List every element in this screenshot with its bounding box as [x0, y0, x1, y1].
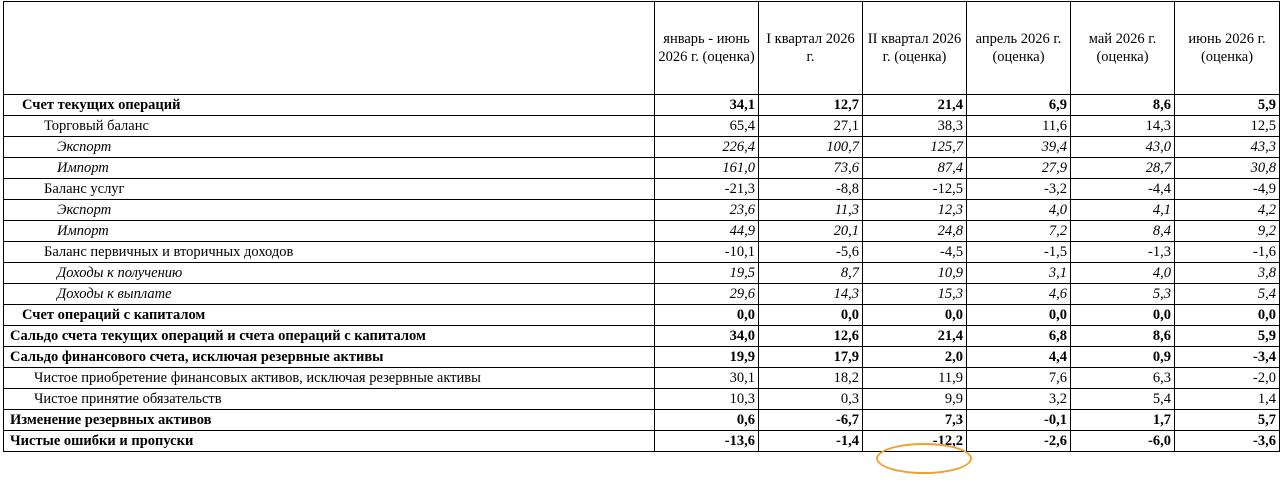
value-cell: -1,3 [1071, 242, 1175, 263]
value-cell: 5,4 [1175, 284, 1280, 305]
value-cell: 2,0 [863, 347, 967, 368]
value-cell: 1,4 [1175, 389, 1280, 410]
value-cell: 4,6 [967, 284, 1071, 305]
row-label: Экспорт [4, 200, 655, 221]
row-label: Баланс услуг [4, 179, 655, 200]
value-cell: 0,0 [1071, 305, 1175, 326]
value-cell: 5,9 [1175, 95, 1280, 116]
header-label-cell [4, 2, 655, 95]
value-cell: -12,5 [863, 179, 967, 200]
value-cell: 3,2 [967, 389, 1071, 410]
table-row [4, 116, 1280, 137]
value-cell: 6,8 [967, 326, 1071, 347]
value-cell: 4,0 [1071, 263, 1175, 284]
value-cell: -4,9 [1175, 179, 1280, 200]
row-label: Счет текущих операций [4, 95, 655, 116]
value-cell: -3,6 [1175, 431, 1280, 452]
column-header: май 2026 г. (оценка) [1071, 2, 1175, 95]
value-cell: 4,0 [967, 200, 1071, 221]
row-label: Чистое приобретение финансовых активов, исключая резервные активы [4, 368, 655, 389]
value-cell: 18,2 [759, 368, 863, 389]
column-header: I квартал 2026 г. [759, 2, 863, 95]
value-cell: 65,4 [655, 116, 759, 137]
value-cell: 8,7 [759, 263, 863, 284]
value-cell: 0,0 [655, 305, 759, 326]
value-cell: 4,1 [1071, 200, 1175, 221]
table-row [4, 389, 1280, 410]
table-row [4, 368, 1280, 389]
value-cell: 12,6 [759, 326, 863, 347]
table-row [4, 305, 1280, 326]
value-cell: -1,5 [967, 242, 1071, 263]
table-row [4, 284, 1280, 305]
column-header: II квартал 2026 г. (оценка) [863, 2, 967, 95]
value-cell: 29,6 [655, 284, 759, 305]
value-cell: 21,4 [863, 95, 967, 116]
value-cell: -2,0 [1175, 368, 1280, 389]
value-cell: 34,0 [655, 326, 759, 347]
value-cell: 30,8 [1175, 158, 1280, 179]
value-cell: 44,9 [655, 221, 759, 242]
table-row [4, 431, 1280, 452]
value-cell: 8,4 [1071, 221, 1175, 242]
value-cell: -13,6 [655, 431, 759, 452]
row-label: Баланс первичных и вторичных доходов [4, 242, 655, 263]
value-cell: 20,1 [759, 221, 863, 242]
value-cell: -2,6 [967, 431, 1071, 452]
row-label: Счет операций с капиталом [4, 305, 655, 326]
value-cell: 8,6 [1071, 95, 1175, 116]
value-cell: 4,2 [1175, 200, 1280, 221]
value-cell: 21,4 [863, 326, 967, 347]
table-row [4, 137, 1280, 158]
value-cell: -3,4 [1175, 347, 1280, 368]
value-cell: 100,7 [759, 137, 863, 158]
row-label: Сальдо финансового счета, исключая резервные активы [4, 347, 655, 368]
value-cell: -1,6 [1175, 242, 1280, 263]
value-cell: 6,3 [1071, 368, 1175, 389]
value-cell: 19,5 [655, 263, 759, 284]
value-cell: 9,9 [863, 389, 967, 410]
value-cell: 12,5 [1175, 116, 1280, 137]
value-cell: 39,4 [967, 137, 1071, 158]
table-row [4, 95, 1280, 116]
value-cell: -4,5 [863, 242, 967, 263]
value-cell: 11,3 [759, 200, 863, 221]
table-row [4, 347, 1280, 368]
column-header: апрель 2026 г. (оценка) [967, 2, 1071, 95]
table-row [4, 410, 1280, 431]
table-row [4, 200, 1280, 221]
value-cell: 6,9 [967, 95, 1071, 116]
value-cell: 14,3 [1071, 116, 1175, 137]
value-cell: 5,3 [1071, 284, 1175, 305]
value-cell: -8,8 [759, 179, 863, 200]
table-row [4, 263, 1280, 284]
value-cell: 10,3 [655, 389, 759, 410]
value-cell: -1,4 [759, 431, 863, 452]
value-cell: 11,6 [967, 116, 1071, 137]
value-cell: 5,9 [1175, 326, 1280, 347]
value-cell: 43,3 [1175, 137, 1280, 158]
value-cell: -10,1 [655, 242, 759, 263]
row-label: Экспорт [4, 137, 655, 158]
balance-of-payments-table [3, 1, 1280, 452]
row-label: Изменение резервных активов [4, 410, 655, 431]
value-cell: 0,6 [655, 410, 759, 431]
value-cell: 15,3 [863, 284, 967, 305]
value-cell: 87,4 [863, 158, 967, 179]
value-cell: 43,0 [1071, 137, 1175, 158]
value-cell: 73,6 [759, 158, 863, 179]
value-cell: 11,9 [863, 368, 967, 389]
value-cell: 0,9 [1071, 347, 1175, 368]
value-cell: 3,8 [1175, 263, 1280, 284]
value-cell: 8,6 [1071, 326, 1175, 347]
row-label: Чистые ошибки и пропуски [4, 431, 655, 452]
row-label: Импорт [4, 221, 655, 242]
value-cell: -4,4 [1071, 179, 1175, 200]
value-cell: 5,7 [1175, 410, 1280, 431]
header-row [4, 2, 1280, 95]
column-header: январь - июнь 2026 г. (оценка) [655, 2, 759, 95]
value-cell: -0,1 [967, 410, 1071, 431]
value-cell: 34,1 [655, 95, 759, 116]
value-cell: 24,8 [863, 221, 967, 242]
value-cell: -21,3 [655, 179, 759, 200]
row-label: Чистое принятие обязательств [4, 389, 655, 410]
table-row [4, 242, 1280, 263]
value-cell: 3,1 [967, 263, 1071, 284]
value-cell: -6,0 [1071, 431, 1175, 452]
value-cell: 1,7 [1071, 410, 1175, 431]
value-cell: 27,1 [759, 116, 863, 137]
value-cell: 0,0 [967, 305, 1071, 326]
value-cell: 9,2 [1175, 221, 1280, 242]
value-cell: 161,0 [655, 158, 759, 179]
row-label: Импорт [4, 158, 655, 179]
value-cell: 17,9 [759, 347, 863, 368]
value-cell: -6,7 [759, 410, 863, 431]
value-cell: 0,0 [863, 305, 967, 326]
value-cell: 7,3 [863, 410, 967, 431]
value-cell: 4,4 [967, 347, 1071, 368]
value-cell: 30,1 [655, 368, 759, 389]
value-cell: 14,3 [759, 284, 863, 305]
value-cell: 12,3 [863, 200, 967, 221]
table-row [4, 221, 1280, 242]
value-cell: 19,9 [655, 347, 759, 368]
value-cell: 10,9 [863, 263, 967, 284]
value-cell: 226,4 [655, 137, 759, 158]
value-cell: 38,3 [863, 116, 967, 137]
row-label: Торговый баланс [4, 116, 655, 137]
table-row [4, 158, 1280, 179]
value-cell: -5,6 [759, 242, 863, 263]
column-header: июнь 2026 г. (оценка) [1175, 2, 1280, 95]
value-cell: -12,2 [863, 431, 967, 452]
row-label: Сальдо счета текущих операций и счета операций с капиталом [4, 326, 655, 347]
value-cell: -3,2 [967, 179, 1071, 200]
row-label: Доходы к выплате [4, 284, 655, 305]
table-row [4, 326, 1280, 347]
value-cell: 0,0 [759, 305, 863, 326]
value-cell: 27,9 [967, 158, 1071, 179]
table-row [4, 179, 1280, 200]
value-cell: 23,6 [655, 200, 759, 221]
value-cell: 7,6 [967, 368, 1071, 389]
value-cell: 0,0 [1175, 305, 1280, 326]
value-cell: 12,7 [759, 95, 863, 116]
row-label: Доходы к получению [4, 263, 655, 284]
value-cell: 5,4 [1071, 389, 1175, 410]
value-cell: 7,2 [967, 221, 1071, 242]
value-cell: 28,7 [1071, 158, 1175, 179]
value-cell: 0,3 [759, 389, 863, 410]
value-cell: 125,7 [863, 137, 967, 158]
